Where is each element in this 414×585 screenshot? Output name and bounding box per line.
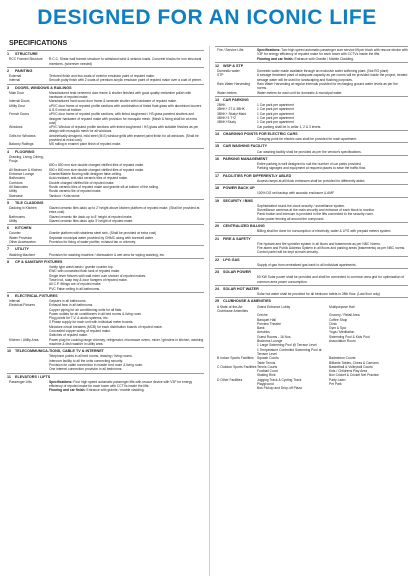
spec-value: Flooring and car finish: Entrance with Granite / Marble Cladding. bbox=[257, 56, 354, 61]
spec-label: French Doors bbox=[9, 112, 29, 117]
spec-label bbox=[215, 263, 257, 267]
spec-value-key: Flooring and car finish: bbox=[49, 388, 86, 393]
spec-value: 1 Car park per apartment bbox=[257, 120, 294, 125]
spec-value: Concealed copper wiring of reputed make. bbox=[49, 329, 111, 334]
spec-row bbox=[7, 57, 204, 66]
spec-label: Internal Doors bbox=[9, 99, 30, 104]
spec-label: Drawing, Living, Dining, Pooja bbox=[9, 154, 44, 164]
section-title: FACILITIES FOR DIFFERENTLY ABLED bbox=[223, 173, 292, 178]
spec-section bbox=[7, 224, 204, 244]
spec-value: 1 Car park per apartment bbox=[257, 111, 294, 116]
spec-value: Smooth putty finish with 2 coats of premium acrylic emulsion paint of reputed make over a coat of primer. bbox=[49, 78, 202, 83]
spec-value: Geysers in all bathrooms. bbox=[49, 299, 87, 303]
spec-label: All Bedroom & Kitchen bbox=[9, 167, 42, 172]
section-number: 6 bbox=[7, 226, 10, 231]
spec-label: Passenger Lifts bbox=[9, 379, 32, 384]
spec-label bbox=[215, 250, 257, 254]
spec-label: Fire / Service Lifts bbox=[217, 48, 244, 52]
spec-value: Glazed ceramic tiles dado up to 2' height above kitchen platform of reputed make. (Shall be provided at extra cost) bbox=[49, 206, 200, 215]
spec-value: Exhaust fans in all bathrooms. bbox=[49, 303, 94, 308]
spec-value: 100% DG set backup with acoustic enclosure & AMF bbox=[257, 191, 334, 196]
section-title: PARKING MANAGEMENT bbox=[223, 156, 268, 161]
section-title: UTILITY bbox=[15, 247, 29, 252]
section-number: 16 bbox=[215, 156, 220, 161]
section-title: CP & SANITARY FIXTURES bbox=[15, 259, 63, 264]
spec-row bbox=[7, 380, 204, 389]
section-number: 12 bbox=[215, 63, 220, 68]
amenity-group-label bbox=[215, 386, 257, 390]
amenity-item: Grocery / Retail Area bbox=[329, 313, 360, 318]
spec-value: Aesthetically designed, mild steel (M.S) window grills with enamel paint finish for all windows. (Shall be provided at extra cost) bbox=[49, 133, 199, 143]
spec-row bbox=[7, 134, 204, 143]
spec-value: Granite/Marble flooring with designer false ceiling. bbox=[49, 172, 122, 177]
spec-section bbox=[215, 222, 408, 234]
spec-section bbox=[215, 256, 408, 268]
spec-value: uPVC Window of reputed profile sections with tinted toughened / HS glass with suitable finishes as per design with mosquito mesh for all windows. bbox=[49, 125, 199, 134]
spec-label: Utility Door bbox=[9, 103, 26, 108]
spec-value: Manufactured teak veneered door frame & shutter finished with good quality melamine polish with hardware of reputed make. bbox=[49, 90, 192, 100]
amenity-item: Banquet Hall bbox=[257, 317, 276, 322]
spec-label: Main Door bbox=[9, 90, 25, 95]
section-number: 23 bbox=[215, 270, 220, 275]
amenity-item: Preview Theatre bbox=[257, 321, 281, 326]
section-title: FIRE & SAFETY bbox=[223, 236, 251, 241]
spec-section bbox=[215, 130, 408, 142]
spec-label: Staircase bbox=[9, 193, 23, 198]
amenity-item: Football Court bbox=[257, 369, 278, 374]
spec-value: Intercom facility to all the units connecting security. bbox=[49, 358, 123, 363]
spec-row bbox=[7, 155, 204, 164]
spec-section bbox=[215, 172, 408, 184]
spec-row bbox=[215, 166, 408, 170]
spec-value: Specifications: Two high speed automatic passenger cum service lift per block with rescue device with V3F for energy efficiency of reputed make for each tower with CCTVs inside the lifts. bbox=[257, 48, 408, 57]
spec-value: Panic button and intercom is provided in the lifts connected to the security room. bbox=[257, 212, 374, 217]
spec-section bbox=[215, 268, 408, 284]
spec-row bbox=[7, 253, 204, 257]
spec-row bbox=[7, 78, 204, 82]
amenity-item: Grand Entrance Lobby bbox=[257, 304, 291, 309]
spec-value: Copper piping for air conditioning units for all flats. bbox=[49, 307, 123, 312]
amenity-group-label: D Other Facilities bbox=[217, 377, 243, 382]
spec-value: Specifications: Four high speed automatic passenger lifts with rescue device with V3F for energy efficiency of reputed make for each tower with CCTVs inside the lifts. bbox=[49, 379, 193, 389]
spec-label: 3BHK+ 2T & 3BHK bbox=[217, 107, 245, 112]
spec-row bbox=[7, 206, 204, 215]
spec-value: 1 Car park per apartment bbox=[257, 103, 294, 108]
amenity-item: Coffee Shop bbox=[329, 317, 348, 322]
amenity-item: Yoga / Meditation bbox=[329, 330, 355, 335]
spec-value: Fire hydrant and fire sprinkler system in all floors and basements as per NBC Norms. bbox=[257, 241, 381, 246]
spec-label: Internal bbox=[9, 299, 20, 303]
spec-row bbox=[7, 125, 204, 134]
spec-label bbox=[215, 137, 257, 141]
spec-value: 50 KW Solar power shall be provided and shall be connected to common area grid for optimization of common area power consumption. bbox=[257, 275, 405, 284]
spec-section bbox=[7, 373, 204, 393]
spec-label: Counter bbox=[9, 231, 21, 236]
spec-label bbox=[215, 275, 257, 284]
left-column bbox=[7, 50, 204, 394]
spec-row bbox=[7, 91, 204, 100]
spec-label: Water Provision bbox=[9, 235, 33, 240]
spec-value: Granite platform with stainless steel sink. (Shall be provided at extra cost) bbox=[49, 231, 157, 236]
spec-row bbox=[215, 179, 408, 183]
spec-section bbox=[7, 84, 204, 147]
spec-value: MS railing in enamel paint finish of reputed make. bbox=[49, 142, 122, 147]
spec-label: Entrance Lounge bbox=[9, 172, 35, 177]
spec-value: 800 x 800 mm size double charged vitrified tiles of reputed make. bbox=[49, 163, 145, 168]
spec-value: Car parking shall be in cellar 1, 2 & 3 levels. bbox=[257, 124, 322, 129]
amenity-item: Gym & Spa bbox=[329, 326, 346, 331]
spec-section bbox=[215, 184, 408, 196]
spec-value: uPVC door frame of reputed profile sections, with tinted toughened / HS glass paneled shutters and designer hardware of reputed make with provision for mosquito mesh. (Mesh & fixing shall be at extra cost) bbox=[49, 112, 197, 125]
spec-row bbox=[215, 191, 408, 195]
amenity-item: Association Room bbox=[329, 339, 356, 344]
spec-label: External bbox=[9, 74, 22, 78]
section-title: ELECTRICAL FIXTURES bbox=[15, 293, 58, 298]
spec-section bbox=[7, 245, 204, 257]
spec-section bbox=[215, 197, 408, 221]
amenity-item: Skating Rink bbox=[257, 373, 276, 378]
amenity-item: Kids / Childrens Play Area bbox=[329, 369, 368, 374]
spec-value: Solar hot water shall be provided for all bedroom toilets in 28th floor. (Last floor only) bbox=[257, 292, 380, 297]
spec-label bbox=[215, 179, 257, 183]
spec-section bbox=[7, 67, 204, 83]
spec-value: Entire parking is well designed to suit the number of car parks provided. bbox=[257, 162, 362, 167]
spec-value: Miniature circuit breakers (MCB) for each distribution boards of reputed make. bbox=[49, 324, 163, 329]
section-number: 2 bbox=[7, 68, 10, 73]
spec-section bbox=[7, 199, 204, 223]
spec-value: A sewage treatment plant of adequate capacity as per norms will be provided inside the project, treated sewage water will be used for landscaping and flushing purposes. bbox=[257, 73, 408, 82]
amenity-item: Playground bbox=[257, 381, 274, 386]
spec-section bbox=[7, 50, 204, 66]
spec-row bbox=[7, 338, 204, 347]
spec-label: Water meters bbox=[217, 90, 237, 95]
section-title: FLOORING bbox=[15, 149, 35, 154]
spec-value: Provision for fixing of water purifier, exhaust fan or chimney. bbox=[49, 240, 136, 245]
spec-label bbox=[215, 150, 257, 154]
amenity-item: Bank bbox=[257, 326, 265, 331]
section-title: TELECOMMUNICA-TIONS, CABLE TV & INTERNET bbox=[15, 349, 104, 354]
spec-value: Power outlets for air conditioners in all bed rooms & living room. bbox=[49, 311, 143, 316]
spec-label: Domestic water bbox=[217, 69, 240, 74]
section-number: 18 bbox=[215, 186, 220, 191]
spec-section bbox=[215, 285, 408, 297]
amenity-item: Clinic bbox=[329, 321, 338, 326]
section-title: PAINTING bbox=[15, 68, 33, 73]
spec-label bbox=[215, 166, 257, 170]
section-number: 17 bbox=[215, 173, 220, 178]
section-number: 19 bbox=[215, 198, 220, 203]
section-title: CAR PARKING bbox=[223, 97, 249, 102]
spec-value: All C.P. fittings are of reputed make. bbox=[49, 282, 102, 287]
spec-row bbox=[7, 112, 204, 125]
spec-label: STP bbox=[217, 73, 224, 78]
spec-row bbox=[7, 194, 204, 198]
spec-row bbox=[215, 73, 408, 82]
amenity-item: Basketball & Volleyball Courts bbox=[329, 364, 373, 369]
amenity-item: Bus Pickup and Drop-off Plaza bbox=[257, 386, 302, 391]
spec-label: Dadoing in Kitchen bbox=[9, 206, 37, 211]
spec-value: uPVC door frame of reputed profile sections with combination of tinted float glass with aluminium louvers & S.S mesh at bottom. bbox=[49, 103, 202, 112]
spec-value: One internet connection provision in all bedrooms. bbox=[49, 367, 123, 372]
spec-row bbox=[7, 142, 204, 146]
section-number: 8 bbox=[7, 259, 10, 264]
spec-label: RCC Framed Structure bbox=[9, 57, 43, 62]
spec-row bbox=[7, 219, 204, 223]
spec-value: 800 x 800 mm size double charged vitrified tiles of reputed make. bbox=[49, 167, 145, 172]
spec-section bbox=[215, 46, 408, 61]
section-number: 3 bbox=[7, 85, 10, 90]
spec-value: Vanity type wash basin / granite counter top. bbox=[49, 265, 114, 270]
spec-label: Washing Machine bbox=[9, 252, 36, 257]
spec-label bbox=[215, 229, 257, 233]
amenity-item: 1 Large Swimming Pool @ Terrace Level bbox=[257, 343, 317, 348]
section-title: TILE CLADDING bbox=[15, 200, 44, 205]
section-title: CHARGING POINTS FOR ELECTRIC CARS bbox=[223, 131, 298, 136]
spec-value: 1 Car park per apartment bbox=[257, 115, 294, 120]
spec-value: Surveillance cameras at the main security and entrance of each block to monitor. bbox=[257, 208, 375, 213]
spec-value: Single lever fixtures with wall mixer cum shower of reputed makes. bbox=[49, 273, 147, 278]
section-number: 11 bbox=[7, 374, 11, 379]
spec-value: Water meters for each unit for domestic & municipal water. bbox=[257, 90, 343, 95]
spec-value: Sophisticated round-the-clock security / surveillance system. bbox=[257, 203, 346, 208]
spec-value: Towel rod, soap tray & door hangers of reputed make. bbox=[49, 277, 128, 282]
spec-row bbox=[215, 137, 408, 141]
section-title: CLUBHOUSE & AMENITIES bbox=[223, 299, 272, 304]
section-number: 25 bbox=[215, 299, 220, 304]
spec-value bbox=[49, 155, 204, 164]
section-title: SECURITY / BMS bbox=[223, 198, 253, 203]
amenity-item: Box Cricket & Cricket Net Practice bbox=[329, 373, 380, 378]
spec-label: Rain Water Harvesting bbox=[217, 81, 251, 86]
amenity-item: Swimming Pool & Kids Pool bbox=[329, 334, 370, 339]
spec-row bbox=[215, 82, 408, 91]
spec-label bbox=[7, 388, 49, 392]
amenity-group-label bbox=[215, 348, 257, 357]
spec-row bbox=[215, 48, 408, 57]
spec-value: Glazed ceramic tile dado up to 8' height of reputed make. bbox=[49, 214, 133, 219]
spec-value: Double charged vitrified tile of reputed make. bbox=[49, 180, 115, 185]
column-divider bbox=[209, 46, 210, 576]
spec-value: Rustic ceramic tile of reputed make. bbox=[49, 189, 102, 194]
spec-section bbox=[215, 62, 408, 95]
spec-value: Fire alarm and Public Address System in all floors and parking areas (basements) as per NBC norms. bbox=[257, 246, 406, 251]
amenity-item: Badminton Courts bbox=[329, 356, 356, 361]
spec-value: Charging point for electric cars shall be provided for each apartment. bbox=[257, 137, 358, 142]
spec-row bbox=[215, 250, 408, 254]
section-title: DOORS, WINDOWS & RAILINGS bbox=[15, 85, 72, 90]
spec-row bbox=[7, 367, 204, 371]
amenity-item: Jogging Track & Cycling Track bbox=[257, 377, 302, 382]
section-number: 10 bbox=[7, 349, 12, 354]
section-number: 24 bbox=[215, 286, 220, 291]
spec-label: Bathrooms bbox=[9, 176, 25, 181]
spec-label bbox=[7, 367, 49, 371]
page-title: DESIGNED FOR AN ICONIC LIFE bbox=[37, 6, 377, 29]
spec-value: 1 Car park per apartment bbox=[257, 107, 294, 112]
section-number: 13 bbox=[215, 97, 220, 102]
section-title: CAR WASHING FACILITY bbox=[223, 144, 268, 149]
amenity-group-label: C Outdoor Sports Facilities bbox=[217, 364, 257, 369]
section-title: POWER BACK UP bbox=[223, 186, 255, 191]
spec-row bbox=[7, 388, 204, 392]
spec-value: Glazed ceramic tiles dado upto 3' height of reputed make. bbox=[49, 218, 134, 223]
spec-section-clubhouse bbox=[215, 297, 408, 390]
section-number: 9 bbox=[7, 293, 10, 298]
amenity-row bbox=[215, 348, 408, 357]
section-title: SOLAR HOT WATER bbox=[223, 286, 259, 291]
spec-label: Windows bbox=[9, 125, 23, 130]
section-number: 5 bbox=[7, 200, 10, 205]
section-title: CENTRALIZED BILLING bbox=[223, 224, 265, 229]
spec-section bbox=[7, 258, 204, 291]
spec-section bbox=[215, 96, 408, 129]
spec-row bbox=[7, 287, 204, 291]
spec-value: Provision for washing machine / dishwasher & wet area for wiping washing, etc. bbox=[49, 252, 165, 257]
spec-section bbox=[7, 292, 204, 346]
section-number: 21 bbox=[215, 236, 220, 241]
spec-value: Manufactured hard wood door frame & laminate shutter with hardware of reputed make. bbox=[49, 99, 177, 104]
section-number: 4 bbox=[7, 149, 10, 154]
amenity-item: Aerobics bbox=[257, 330, 270, 335]
amenity-item: Creche bbox=[257, 313, 268, 318]
spec-row bbox=[215, 217, 408, 221]
spec-value: Tandoor / Kota stone. bbox=[49, 193, 81, 198]
spec-label: 4BHK+3 T+2 bbox=[217, 115, 237, 120]
amenity-item: Multipurpose Hall bbox=[329, 304, 355, 309]
spec-label: Utility bbox=[9, 189, 18, 194]
amenity-item: Party Lawn bbox=[329, 377, 346, 382]
spec-value-key: Flooring and car finish: bbox=[257, 56, 294, 61]
spec-label bbox=[215, 57, 257, 61]
amenity-item: Squash Courts bbox=[257, 356, 279, 361]
spec-value: Supply of gas from centralized gas bank to all individual apartments. bbox=[257, 262, 357, 267]
section-number: 7 bbox=[7, 247, 10, 252]
spec-value: Solar power fencing all around the compound. bbox=[257, 216, 325, 221]
amenity-group-label: A State-of-the-Art Clubhouse Amenities bbox=[217, 304, 248, 313]
spec-label bbox=[215, 125, 257, 129]
amenity-group-label: B Indoor Sports Facilities bbox=[217, 356, 254, 361]
spec-section bbox=[215, 142, 408, 154]
spec-value: Switches of reputed make. bbox=[49, 333, 88, 338]
amenity-item: Billiards Tables, Chess & Carroms bbox=[329, 360, 379, 365]
amenity-row bbox=[215, 305, 408, 314]
spec-label: Utility bbox=[9, 218, 18, 223]
spec-label: 4BHK+Study bbox=[217, 120, 236, 125]
amenity-row bbox=[215, 386, 408, 390]
amenity-item: Pet Park bbox=[329, 381, 342, 386]
spec-row bbox=[215, 150, 408, 154]
spec-value: Power plug for cooking range chimney, refrigerator, microwave ovens, mixer / grinders in kitchen, washing machine & dish washer in utility area. bbox=[49, 337, 204, 346]
spec-value: Control panel will be kept at main security. bbox=[257, 250, 319, 255]
spec-label: Other Accessories bbox=[9, 240, 36, 245]
spec-row bbox=[215, 275, 408, 284]
amenity-item bbox=[329, 348, 408, 357]
spec-value: Textured finish and two coats of exterior emulsion paint of reputed make. bbox=[49, 74, 155, 78]
spec-label: Electrical Fixtures bbox=[9, 303, 36, 308]
spec-value: Parking signages and equipment at required places to ease the traffic flow. bbox=[257, 166, 366, 171]
spec-section bbox=[7, 148, 204, 198]
spec-value: Provision for cable connection in master bed room & living room. bbox=[49, 363, 144, 368]
section-number: 20 bbox=[215, 224, 220, 229]
spec-value: Rain Water Harvesting at regular intervals provided for recharging ground water levels as per the norms. bbox=[257, 81, 398, 91]
spec-value: Telephone points in all bed rooms, drawing / living rooms. bbox=[49, 354, 133, 359]
specifications-heading: SPECIFICATIONS bbox=[9, 40, 68, 47]
amenity-item: Table Tennis bbox=[257, 360, 276, 365]
spec-value: Acid-resistant, anti-skid ceramic tiles of reputed make. bbox=[49, 176, 128, 181]
spec-label bbox=[215, 191, 257, 195]
spec-value-key: Specifications: bbox=[257, 48, 281, 52]
spec-value: Billing shall be done for consumption of electricity, water & LPG with prepaid meters system. bbox=[257, 229, 392, 234]
amenity-item: Tennis Courts bbox=[257, 364, 278, 369]
spec-value: Domestic water made available through an exclusive water softening plant. (Not RO plant) bbox=[257, 69, 389, 74]
section-title: KITCHEN bbox=[15, 226, 32, 231]
spec-value: EWC with concealed flush tank of reputed make. bbox=[49, 269, 121, 274]
spec-row bbox=[7, 240, 204, 244]
spec-value: Flooring and car finish: Entrance with granite / marble cladding. bbox=[49, 388, 145, 393]
spec-label: Balcony Railings bbox=[9, 142, 34, 147]
spec-value: Plug points for T.V. & audio systems, etc. bbox=[49, 316, 109, 321]
spec-label: Corridors bbox=[9, 180, 23, 185]
spec-row bbox=[7, 104, 204, 113]
section-number: 15 bbox=[215, 144, 220, 149]
spec-value: R.C.C. Shear wall framed structure to withstand wind & seismic loads. Concrete blocks for non structural members. (wherever needed) bbox=[49, 57, 202, 66]
section-title: SOLAR POWER bbox=[223, 270, 251, 275]
section-title: LPG GAS bbox=[223, 257, 240, 262]
spec-row bbox=[215, 125, 408, 129]
spec-section bbox=[215, 155, 408, 171]
spec-label: Grills for Windows bbox=[9, 133, 36, 138]
spec-label bbox=[7, 287, 49, 291]
section-number: 22 bbox=[215, 257, 220, 262]
spec-value: Rustic ceramic tiles of reputed make and granite sill at bottom of the railing. bbox=[49, 184, 159, 189]
section-title: STRUCTURE bbox=[15, 52, 38, 56]
spec-row bbox=[215, 263, 408, 267]
spec-label: 2BHK bbox=[217, 103, 226, 108]
spec-label: 3BHK+ Study+Maid bbox=[217, 111, 246, 116]
section-number: 14 bbox=[215, 131, 220, 136]
amenity-item bbox=[329, 386, 408, 390]
amenity-item: 1 Temperature Controlled Swimming Pool at Terrace Level bbox=[257, 347, 322, 356]
spec-value: 3 Phase supply for each unit with individual meter boards. bbox=[49, 320, 134, 325]
spec-row bbox=[215, 91, 408, 95]
amenity-item: Business Lounge bbox=[257, 339, 283, 344]
spec-value: Separate municipal water provided by GHMC along with borewell water. bbox=[49, 235, 154, 240]
section-number: 1 bbox=[7, 52, 10, 56]
spec-label bbox=[215, 292, 257, 296]
spec-value: Access ramps at all block entrances shall be provided for differently abled. bbox=[257, 178, 366, 183]
spec-value: Car washing facility shall be provided as per the vendor's specifications. bbox=[257, 149, 362, 154]
spec-row bbox=[215, 292, 408, 296]
right-column bbox=[215, 46, 408, 392]
spec-row bbox=[215, 229, 408, 233]
spec-value-key: Specifications: bbox=[49, 379, 73, 384]
spec-label bbox=[215, 217, 257, 221]
spec-label: Kitchen / Utility Area bbox=[9, 337, 39, 342]
spec-label: Bathrooms bbox=[9, 214, 25, 219]
spec-label: Internal bbox=[9, 78, 20, 83]
spec-section bbox=[7, 347, 204, 371]
spec-section bbox=[215, 235, 408, 255]
spec-value: PVC False ceiling in all bathrooms. bbox=[49, 286, 101, 291]
section-title: ELEVATORS / LIFTS bbox=[15, 374, 51, 379]
spec-label: All Balconies bbox=[9, 184, 28, 189]
spec-row bbox=[215, 57, 408, 61]
section-title: WSP & STP bbox=[223, 63, 244, 68]
amenity-item: Guest Rooms - 16 Nos. bbox=[257, 334, 292, 339]
